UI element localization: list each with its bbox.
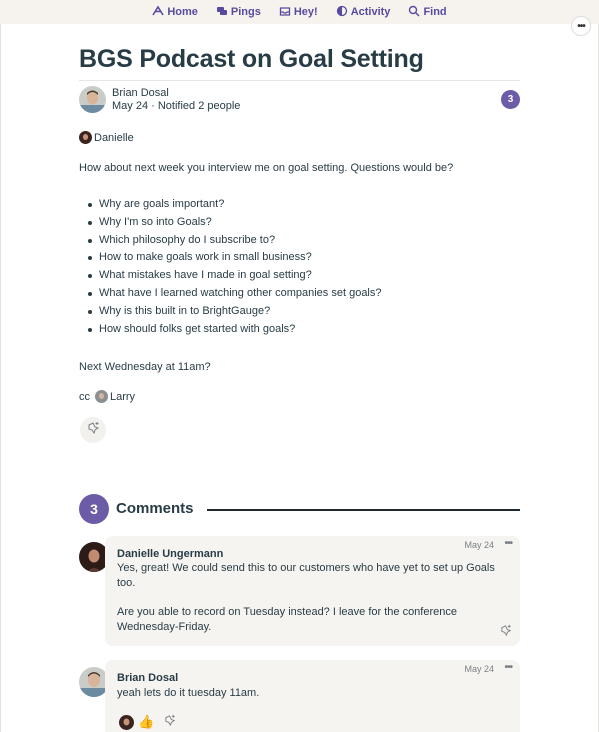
nav-home[interactable] xyxy=(152,5,198,20)
more-dots-icon: ••• xyxy=(577,20,585,32)
author-name[interactable]: Brian Dosal xyxy=(112,87,169,99)
comment-text-line: Yes, great! We could send this to our customers who have yet to set up Goals xyxy=(117,562,495,574)
reactor-avatar xyxy=(119,715,134,730)
hey-icon xyxy=(279,5,291,20)
top-nav xyxy=(0,0,599,24)
cc-label: cc xyxy=(79,390,90,403)
title-divider xyxy=(79,80,520,81)
comments-heading: Comments xyxy=(116,500,194,517)
nav-activity-label: Activity xyxy=(350,6,391,18)
nav-find[interactable] xyxy=(408,5,446,20)
cc-line xyxy=(79,390,135,403)
cc-larry-mention[interactable]: Larry xyxy=(110,390,136,403)
comment-author[interactable]: Brian Dosal xyxy=(117,672,179,684)
larry-avatar xyxy=(95,390,108,403)
comment-text-line: Wednesday-Friday. xyxy=(117,621,212,633)
question-list xyxy=(88,196,382,338)
danielle-avatar xyxy=(79,131,92,144)
pings-icon xyxy=(216,5,228,20)
add-boost-button[interactable] xyxy=(164,713,176,731)
boost-icon xyxy=(164,713,176,730)
comment-date[interactable]: May 24 xyxy=(464,664,494,674)
list-item: How to make goals work in small business? xyxy=(88,249,382,267)
comment-menu-button[interactable]: ••• xyxy=(504,662,512,673)
comment-text-line: too. xyxy=(117,577,136,589)
boost-button[interactable] xyxy=(80,417,106,443)
more-options-button[interactable] xyxy=(571,16,591,36)
comment-text-line: yeah lets do it tuesday 11am. xyxy=(117,687,260,699)
list-item: What have I learned watching other companies set goals? xyxy=(88,285,382,303)
boost-icon xyxy=(87,421,100,439)
comment-boost-button[interactable] xyxy=(498,624,514,640)
comment-menu-button[interactable]: ••• xyxy=(504,538,512,549)
list-item: What mistakes have I made in goal setting? xyxy=(88,267,382,285)
comments-divider xyxy=(207,509,520,511)
home-icon xyxy=(152,5,164,20)
list-item: Why is this built in to BrightGauge? xyxy=(88,303,382,321)
comment-date[interactable]: May 24 xyxy=(464,540,494,550)
nav-pings[interactable] xyxy=(216,5,261,20)
list-item: How should folks get started with goals? xyxy=(88,321,382,339)
author-avatar[interactable] xyxy=(79,86,106,113)
activity-icon xyxy=(336,5,348,20)
comment-count-badge[interactable]: 3 xyxy=(501,90,520,109)
comment-brian xyxy=(105,660,520,732)
nav-hey[interactable] xyxy=(279,5,318,20)
thumbs-up-reaction[interactable]: 👍 xyxy=(138,714,155,729)
list-item: Why are goals important? xyxy=(88,196,382,214)
comment-author[interactable]: Danielle Ungermann xyxy=(117,548,224,560)
search-icon xyxy=(408,5,420,20)
comment-danielle xyxy=(105,536,520,646)
nav-pings-label: Pings xyxy=(230,6,261,18)
mention-danielle[interactable] xyxy=(79,131,134,144)
mention-danielle-label: Danielle xyxy=(94,131,134,144)
post-meta: May 24 · Notified 2 people xyxy=(112,100,241,112)
nav-activity[interactable] xyxy=(336,5,391,20)
post-intro: How about next week you interview me on goal setting. Questions would be? xyxy=(79,162,454,174)
comments-count-badge: 3 xyxy=(79,494,109,524)
page-title: BGS Podcast on Goal Setting xyxy=(79,45,424,73)
list-item: Which philosophy do I subscribe to? xyxy=(88,232,382,250)
list-item: Why I'm so into Goals? xyxy=(88,214,382,232)
reactions-row xyxy=(119,713,176,731)
boost-icon xyxy=(500,623,512,641)
comment-text-line: Are you able to record on Tuesday instead? I leave for the conference xyxy=(117,606,457,618)
post-closing: Next Wednesday at 11am? xyxy=(79,361,211,373)
nav-hey-label: Hey! xyxy=(293,6,318,18)
nav-find-label: Find xyxy=(423,6,447,18)
nav-home-label: Home xyxy=(167,6,198,18)
